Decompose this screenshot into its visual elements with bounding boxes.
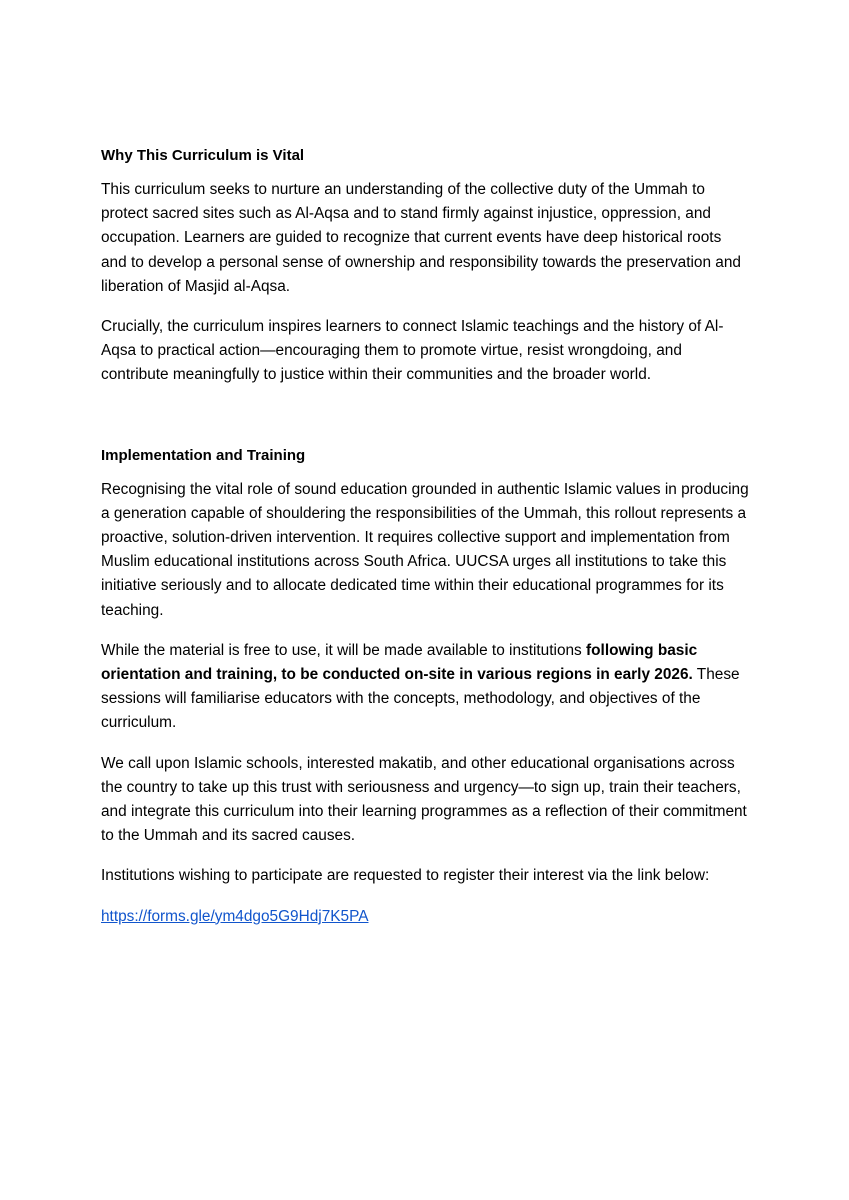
- paragraph-why-vital-1: This curriculum seeks to nurture an understanding of the collective duty of the Ummah to protect sacred sites such as Al-Aqsa and to stand firmly against injustice, oppression, and occupation. Learners are guided to recognize that current events have deep historical roots and to develop a personal sense of ownership and responsibility towards the preservation and liberation of Masjid al-Aqsa.: [101, 181, 741, 295]
- section-spacer: [101, 404, 751, 444]
- bold-training-notice: following basic orientation and training, to be conducted on-site in various regions in early 2026.: [101, 641, 698, 684]
- registration-link[interactable]: https://forms.gle/ym4dgo5G9Hdj7K5PA: [101, 907, 369, 925]
- paragraph-implementation-1: Recognising the vital role of sound education grounded in authentic Islamic values in producing a generation capable of shouldering the responsibilities of the Ummah, this rollout represents a proactive, solution-driven intervention. It requires collective support and implementation from Muslim educational institutions across South Africa. UUCSA urges all institutions to take this initiative seriously and to allocate dedicated time within their educational programmes for its teaching.: [101, 480, 749, 619]
- section-heading-implementation: Implementation and Training: [101, 446, 306, 464]
- paragraph-text: These sessions will familiarise educators with the concepts, methodology, and objectives of the curriculum.: [101, 666, 740, 732]
- document-body: [101, 144, 751, 929]
- paragraph-implementation-4: Institutions wishing to participate are requested to register their interest via the link below:: [101, 867, 710, 885]
- paragraph-text: While the material is free to use, it will be made available to institutions: [101, 641, 587, 659]
- section-heading-why-vital: Why This Curriculum is Vital: [101, 147, 305, 164]
- paragraph-why-vital-2: Crucially, the curriculum inspires learners to connect Islamic teachings and the history of Al-Aqsa to practical action—encouraging them to promote virtue, resist wrongdoing, and contribute meaningfully to justice within their communities and the broader world.: [101, 318, 724, 384]
- paragraph-implementation-2: [101, 639, 751, 736]
- paragraph-implementation-3: We call upon Islamic schools, interested makatib, and other educational organisations across the country to take up this trust with seriousness and urgency—to sign up, train their teachers, and integrate this curriculum into their learning programmes as a reflection of their commitment to the Ummah and its sacred causes.: [101, 754, 747, 845]
